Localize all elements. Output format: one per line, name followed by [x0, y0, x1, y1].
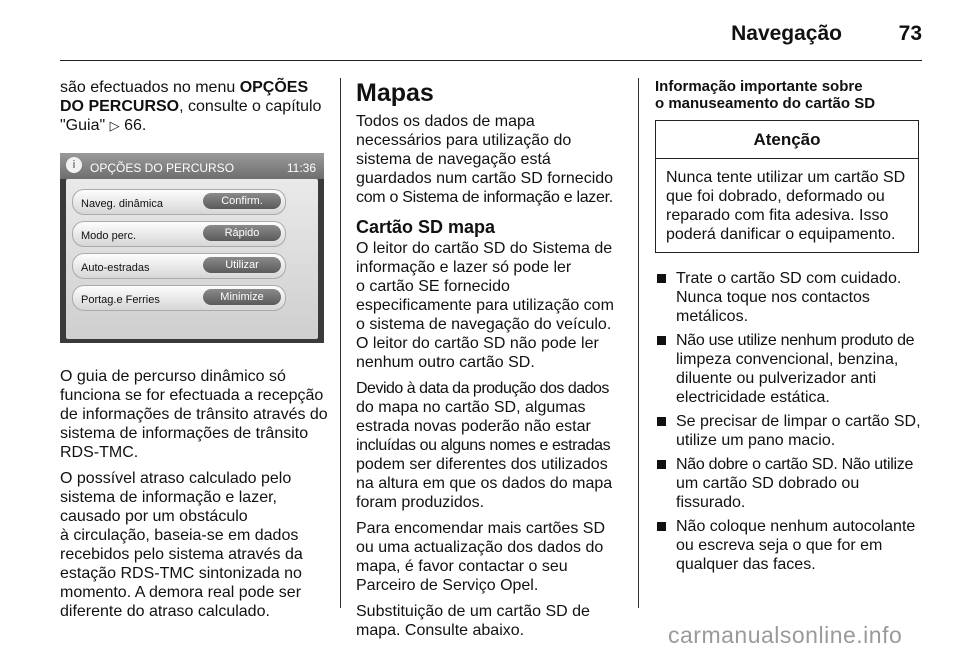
text-line: ou uma actualização dos dados do: [356, 539, 604, 556]
menu-row-value: Utilizar: [203, 257, 281, 273]
text-line: Trate o cartão SD com cuidado.: [676, 270, 902, 287]
text-line: Não dobre o cartão SD. Não utilize: [676, 456, 914, 473]
menu-row-label: Auto-estradas: [81, 262, 150, 274]
column-divider-2: [638, 78, 639, 608]
text-line: Todos os dados de mapa: [356, 113, 535, 130]
replacement-paragraph: [356, 602, 622, 640]
list-item: [655, 455, 921, 512]
text-line: O guia de percurso dinâmico só: [60, 368, 286, 385]
heading-line: Informação importante sobre: [655, 78, 863, 95]
text-line: Nunca tente utilizar um cartão SD: [666, 169, 906, 186]
text-line: causado por um obstáculo: [60, 508, 248, 525]
text-line: com o Sistema de informação e lazer.: [356, 189, 613, 206]
menu-row-value: Rápido: [203, 225, 281, 241]
intro-text: são efectuados no menu: [60, 79, 240, 96]
text-line: O leitor do cartão SD do Sistema de: [356, 240, 613, 257]
menu-row-label: Modo perc.: [81, 230, 137, 242]
menu-row: [72, 285, 286, 311]
menu-row-label: Naveg. dinâmica: [81, 198, 163, 210]
text-line: foram produzidos.: [356, 494, 485, 511]
text-line: metálicos.: [676, 308, 749, 325]
text-line: mapa, é favor contactar o seu: [356, 558, 568, 575]
list-item: [655, 269, 921, 326]
text-line: Substituição de um cartão SD de: [356, 603, 590, 620]
text-line: RDS-TMC.: [60, 444, 139, 461]
menu-row: [72, 189, 286, 215]
text-line: especificamente para utilização com: [356, 297, 614, 314]
page-header: [0, 0, 960, 58]
text-line: de informações de trânsito através do: [60, 406, 328, 423]
column-1: [60, 78, 328, 628]
text-line: O possível atraso calculado pelo: [60, 470, 292, 487]
text-line: limpeza convencional, benzina,: [676, 351, 899, 368]
text-line: utilize um pano macio.: [676, 432, 836, 449]
text-line: na altura em que os dados do mapa: [356, 475, 613, 492]
order-paragraph: [356, 519, 622, 595]
text-line: informação e lazer só pode ler: [356, 259, 572, 276]
text-line: qualquer das faces.: [676, 556, 816, 573]
text-line: funciona se for efectuada a recepção: [60, 387, 324, 404]
list-item: [655, 412, 921, 450]
screenshot-time: 11:36: [286, 161, 316, 175]
route-options-screenshot: [60, 153, 324, 343]
delay-paragraph: [60, 469, 324, 621]
text-line: que foi dobrado, deformado ou: [666, 188, 885, 205]
text-line: à circulação, baseia-se em dados: [60, 527, 299, 544]
intro-text-2: , consulte o capítulo: [179, 98, 322, 115]
menu-row-value: Minimize: [203, 289, 281, 305]
text-line: sistema de navegação está: [356, 151, 551, 168]
arrow-ref-icon: ▷: [109, 118, 120, 133]
info-icon: i: [66, 157, 82, 173]
text-line: necessários para utilização do: [356, 132, 572, 149]
sd-reader-paragraph: [356, 239, 622, 372]
text-line: Para encomendar mais cartões SD: [356, 520, 605, 537]
text-line: recebidos pelo sistema através da: [60, 546, 303, 563]
section-heading-mapas: Mapas: [356, 79, 434, 107]
menu-row: [72, 253, 286, 279]
text-line: estrada novas poderão não estar: [356, 418, 591, 435]
menu-row-value: Confirm.: [203, 193, 281, 209]
intro-text-3: "Guia": [60, 117, 110, 134]
dynamic-guidance-paragraph: [60, 367, 328, 462]
menu-name-part1: OPÇÕES: [239, 79, 309, 96]
map-date-paragraph: [356, 379, 622, 512]
text-line: reparado com fita adesiva. Isso: [666, 207, 889, 224]
text-line: o sistema de navegação do veículo.: [356, 316, 612, 333]
text-line: mapa. Consulte abaixo.: [356, 622, 525, 639]
text-line: Se precisar de limpar o cartão SD,: [676, 413, 921, 430]
text-line: momento. A demora real pode ser: [60, 584, 302, 601]
text-line: guardados num cartão SD fornecido: [356, 170, 614, 187]
text-line: o cartão SE fornecido: [356, 278, 510, 295]
column-divider-1: [340, 78, 341, 608]
text-line: electricidade estática.: [676, 389, 830, 406]
text-line: ou escreva seja o que for em: [676, 537, 883, 554]
text-line: incluídas ou alguns nomes e estradas: [356, 437, 611, 454]
text-line: diferente do atraso calculado.: [60, 603, 270, 620]
subheading-sd-card: Cartão SD mapa: [356, 217, 496, 237]
maps-paragraph: [356, 112, 622, 207]
column-2: [356, 78, 622, 647]
text-line: Devido à data da produção dos dados: [356, 380, 609, 397]
text-line: sistema de informação e lazer,: [60, 489, 277, 506]
screenshot-title: OPÇÕES DO PERCURSO: [90, 161, 235, 175]
heading-line: o manuseamento do cartão SD: [655, 95, 876, 112]
page-number: 73: [898, 22, 922, 45]
text-line: nenhum outro cartão SD.: [356, 354, 535, 371]
screenshot-titlebar: [60, 153, 324, 179]
menu-row-label: Portag.e Ferries: [81, 294, 160, 306]
warning-title: Atenção: [656, 121, 918, 159]
page-reference[interactable]: 66.: [124, 117, 147, 134]
warning-body: [656, 159, 918, 252]
text-line: diluente ou pulverizador anti: [676, 370, 877, 387]
menu-name-part2: DO PERCURSO: [60, 98, 180, 115]
text-line: do mapa no cartão SD, algumas: [356, 399, 586, 416]
watermark: carmanualsonline.info: [668, 622, 903, 648]
list-item: [655, 517, 921, 574]
text-line: podem ser diferentes dos utilizados: [356, 456, 608, 473]
text-line: Parceiro de Serviço Opel.: [356, 577, 539, 594]
text-line: O leitor do cartão SD não pode ler: [356, 335, 599, 352]
text-line: poderá danificar o equipamento.: [666, 226, 896, 243]
page-title: Navegação: [731, 22, 842, 45]
handling-list: [655, 269, 921, 574]
text-line: fissurado.: [676, 494, 746, 511]
text-line: Não coloque nenhum autocolante: [676, 518, 916, 535]
screenshot-menu: [66, 179, 318, 339]
warning-box: [655, 120, 919, 253]
text-line: sistema de informações de trânsito: [60, 425, 309, 442]
text-line: Nunca toque nos contactos: [676, 289, 870, 306]
text-line: estação RDS-TMC sintonizada no: [60, 565, 302, 582]
list-item: [655, 331, 921, 407]
text-line: Não use utilize nenhum produto de: [676, 332, 915, 349]
text-line: um cartão SD dobrado ou: [676, 475, 860, 492]
intro-paragraph: [60, 78, 324, 135]
column-3: [655, 78, 921, 579]
menu-row: [72, 221, 286, 247]
sd-handling-heading: [655, 78, 921, 112]
header-divider: [60, 60, 922, 61]
